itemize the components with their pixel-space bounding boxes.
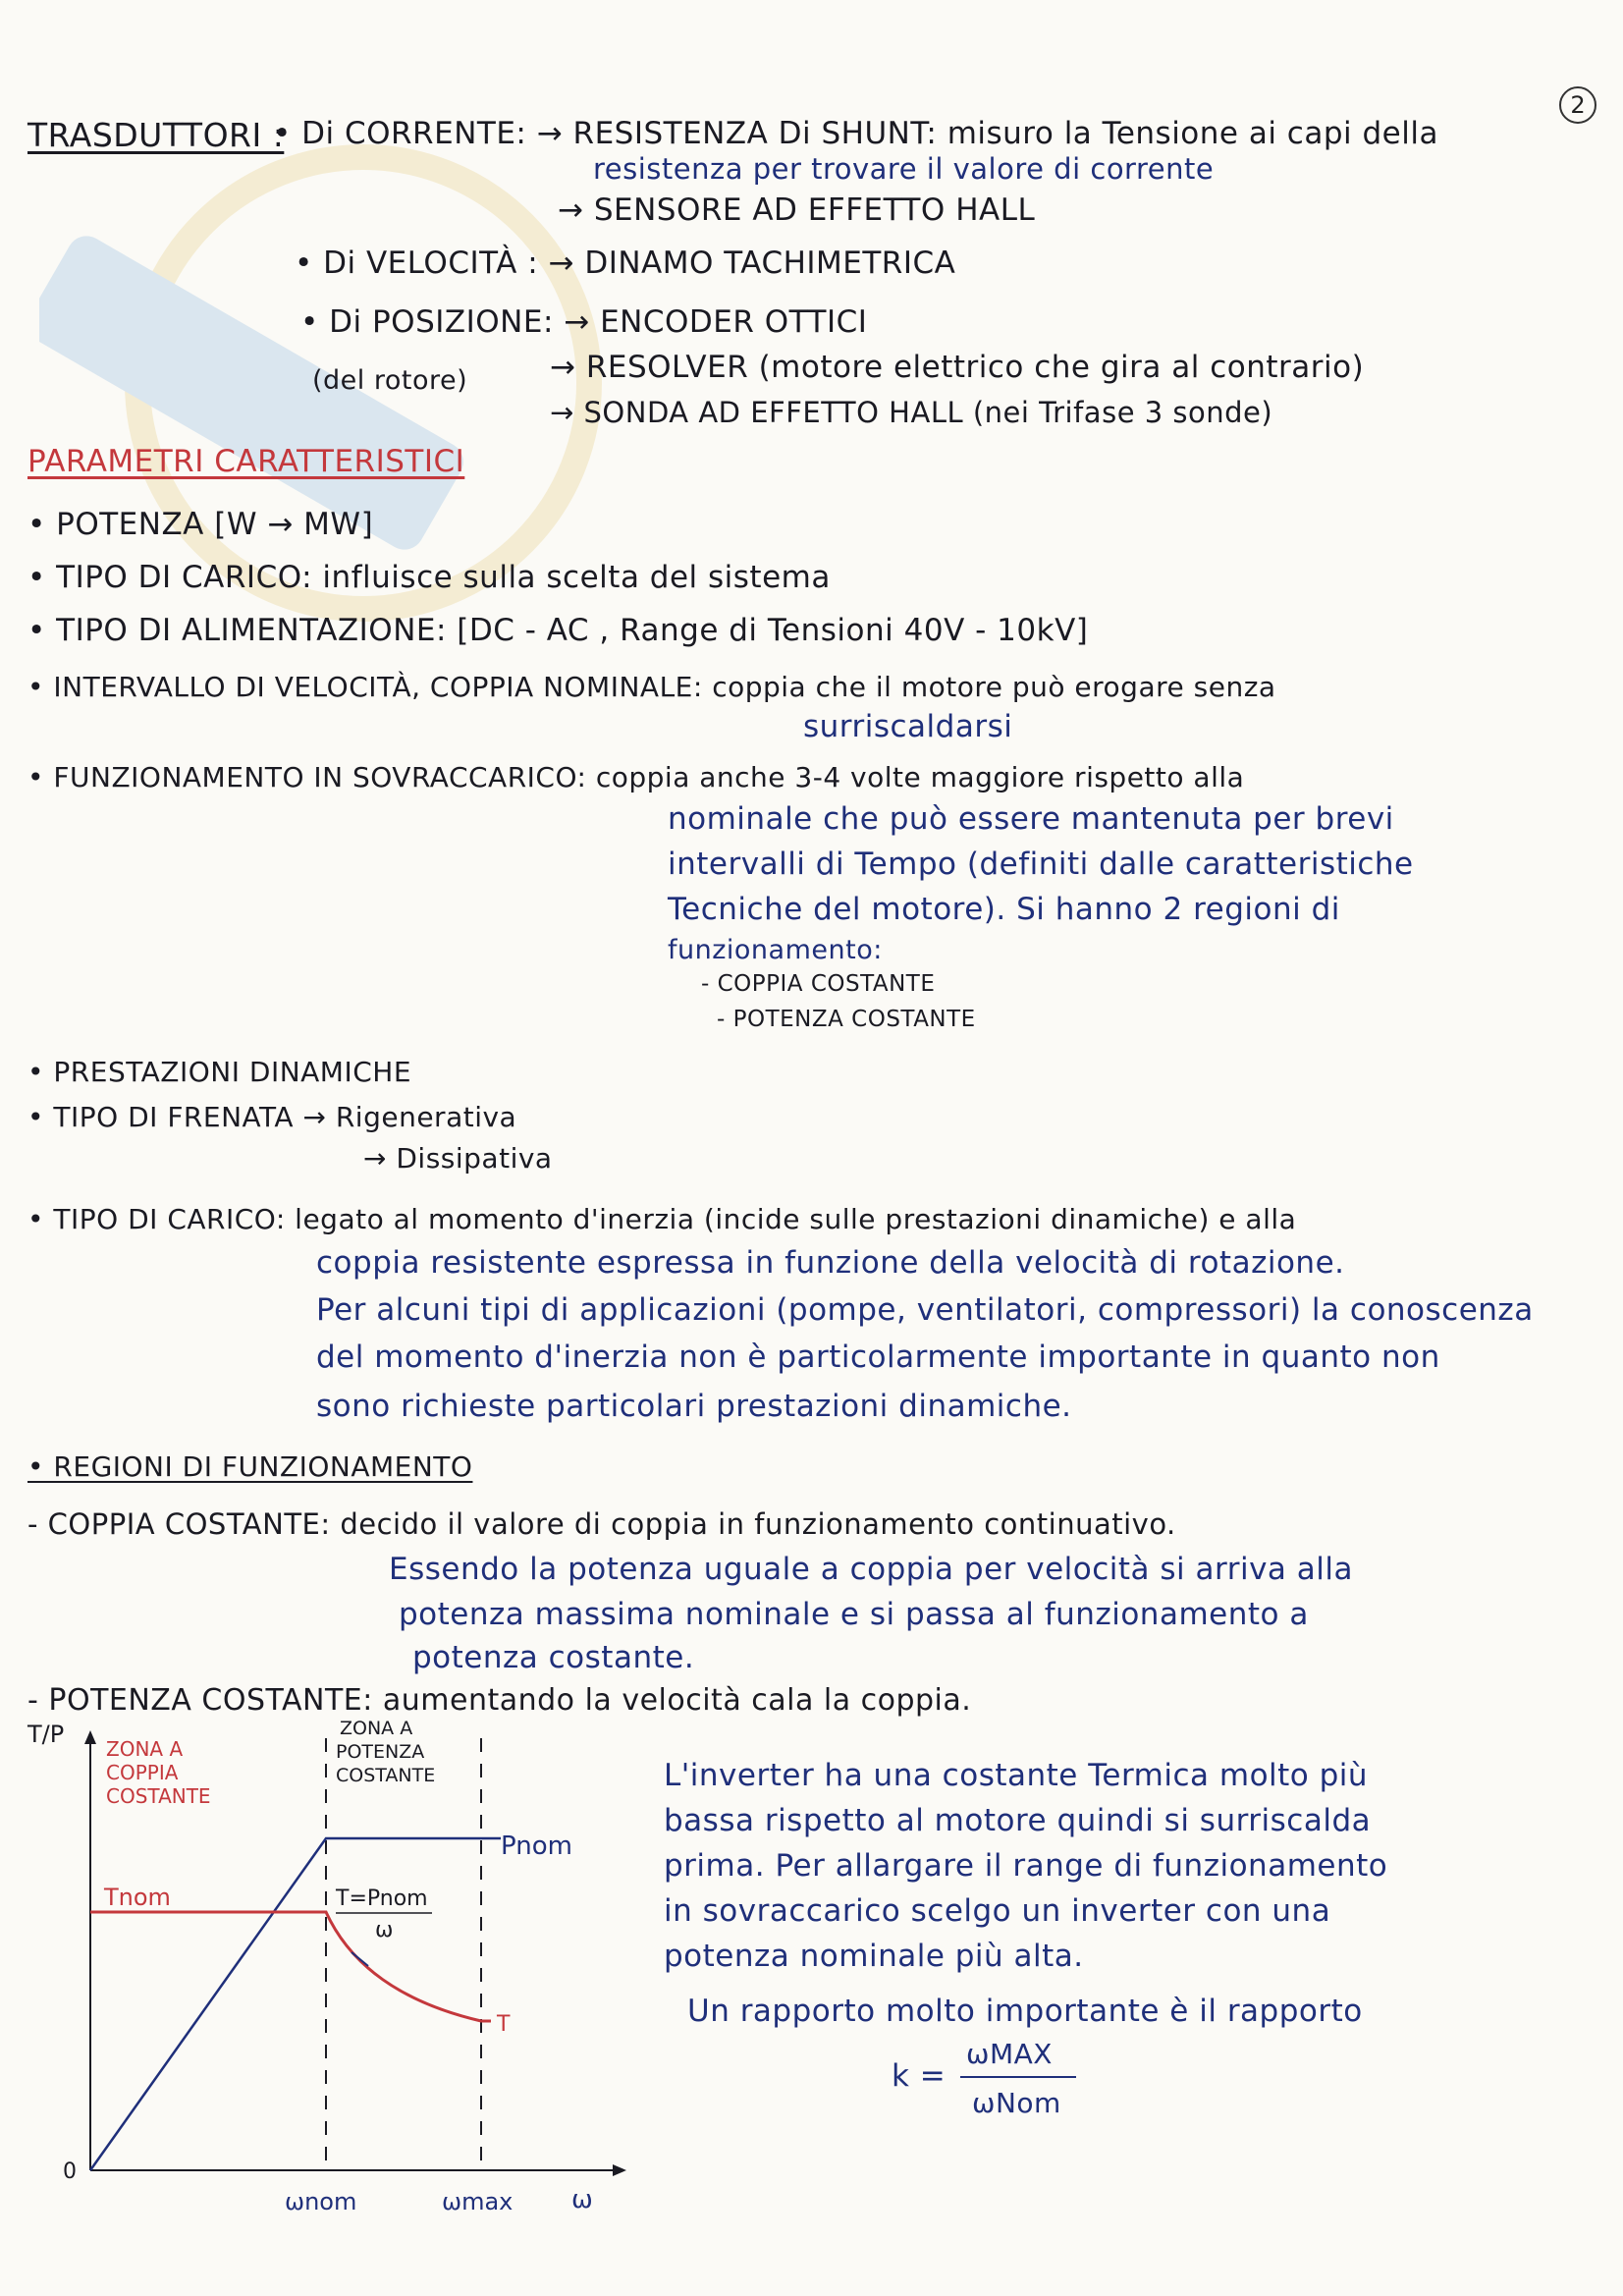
param-tipo-carico-5: del momento d'inerzia non è particolarmente importante in quanto non bbox=[316, 1339, 1440, 1375]
tnom-label: Tnom bbox=[104, 1884, 171, 1911]
regioni-line-4: potenza costante. bbox=[412, 1640, 695, 1675]
zone2-line2: POTENZA bbox=[336, 1741, 425, 1763]
param-frenata-dissipativa: → Dissipativa bbox=[363, 1142, 553, 1175]
velocita-line: • Di VELOCITÀ : → DINAMO TACHIMETRICA bbox=[295, 246, 956, 281]
zone2-line3: COSTANTE bbox=[336, 1765, 436, 1786]
x-axis-label: ω bbox=[571, 2185, 593, 2214]
resolver-line: → RESOLVER (motore elettrico che gira al contrario) bbox=[550, 350, 1365, 385]
param-prestazioni: • PRESTAZIONI DINAMICHE bbox=[27, 1056, 412, 1088]
note-line-4: in sovraccarico scelgo un inverter con una bbox=[664, 1893, 1331, 1929]
corrente-line-3: → SENSORE AD EFFETTO HALL bbox=[558, 192, 1036, 228]
note-line-1: L'inverter ha una costante Termica molto più bbox=[664, 1758, 1369, 1793]
heading-parametri: PARAMETRI CARATTERISTICI bbox=[27, 444, 465, 479]
zone2-line1: ZONA A bbox=[340, 1718, 413, 1739]
posizione-line: • Di POSIZIONE: → ENCODER OTTICI bbox=[300, 304, 868, 340]
x-axis-arrow bbox=[613, 2164, 626, 2176]
formula-lhs: k = bbox=[892, 2058, 947, 2094]
wnom-label: ωnom bbox=[285, 2188, 357, 2215]
sonda-line: → SONDA AD EFFETTO HALL (nei Trifase 3 sonde) bbox=[550, 396, 1273, 429]
torque-formula-num: T=Pnom bbox=[336, 1886, 428, 1911]
torque-formula-den: ω bbox=[375, 1918, 394, 1942]
regione-potenza-costante: - POTENZA COSTANTE bbox=[717, 1007, 976, 1032]
param-alimentazione: • TIPO DI ALIMENTAZIONE: [DC - AC , Range di Tensioni 40V - 10kV] bbox=[27, 613, 1089, 648]
regioni-line-3: potenza massima nominale e si passa al funzionamento a bbox=[399, 1597, 1309, 1632]
wmax-label: ωmax bbox=[442, 2188, 514, 2215]
pnom-label: Pnom bbox=[501, 1831, 572, 1861]
param-sovraccarico-3: intervalli di Tempo (definiti dalle caratteristiche bbox=[668, 847, 1414, 882]
zone1-line2: COPPIA bbox=[106, 1761, 179, 1784]
origin-label: 0 bbox=[63, 2159, 77, 2184]
note-line-6: Un rapporto molto importante è il rapporto bbox=[687, 1994, 1363, 2029]
posizione-sub: (del rotore) bbox=[312, 365, 468, 396]
param-intervallo-cont: surriscaldarsi bbox=[803, 709, 1013, 744]
param-tipo-carico-6: sono richieste particolari prestazioni dinamiche. bbox=[316, 1389, 1072, 1424]
param-frenata: • TIPO DI FRENATA → Rigenerativa bbox=[27, 1101, 517, 1133]
param-potenza: • POTENZA [W → MW] bbox=[27, 507, 374, 542]
page-number: 2 bbox=[1559, 86, 1596, 124]
note-line-3: prima. Per allargare il range di funzionamento bbox=[664, 1848, 1388, 1884]
note-line-5: potenza nominale più alta. bbox=[664, 1939, 1084, 1974]
param-sovraccarico-4: Tecniche del motore). Si hanno 2 regioni di bbox=[668, 892, 1340, 927]
y-axis-label: T/P bbox=[27, 1721, 65, 1748]
note-line-2: bassa rispetto al motore quindi si surriscalda bbox=[664, 1803, 1372, 1838]
param-tipo-carico-2: • TIPO DI CARICO: legato al momento d'inerzia (incide sulle prestazioni dinamiche) e alla bbox=[27, 1203, 1297, 1235]
formula-numerator: ωMAX bbox=[966, 2038, 1053, 2070]
heading-regioni: • REGIONI DI FUNZIONAMENTO bbox=[27, 1450, 473, 1483]
zone1-line1: ZONA A bbox=[106, 1737, 184, 1761]
formula-denominator: ωNom bbox=[972, 2087, 1061, 2119]
regioni-line-1: - COPPIA COSTANTE: decido il valore di coppia in funzionamento continuativo. bbox=[27, 1507, 1176, 1541]
regione-coppia-costante: - COPPIA COSTANTE bbox=[701, 971, 936, 997]
regioni-line-5: - POTENZA COSTANTE: aumentando la velocità cala la coppia. bbox=[27, 1683, 972, 1718]
zone1-line3: COSTANTE bbox=[106, 1784, 211, 1808]
param-sovraccarico-2: nominale che può essere mantenuta per brevi bbox=[668, 801, 1394, 837]
y-axis-arrow bbox=[84, 1730, 96, 1744]
regioni-line-2: Essendo la potenza uguale a coppia per velocità si arriva alla bbox=[389, 1552, 1353, 1587]
heading-trasduttori: TRASDUTTORI : bbox=[27, 116, 285, 154]
param-tipo-carico: • TIPO DI CARICO: influisce sulla scelta del sistema bbox=[27, 560, 831, 595]
param-sovraccarico: • FUNZIONAMENTO IN SOVRACCARICO: coppia anche 3-4 volte maggiore rispetto alla bbox=[27, 761, 1245, 793]
formula-pointer bbox=[352, 1952, 368, 1966]
t-end-label: T bbox=[497, 2012, 511, 2037]
formula-fraction-bar bbox=[960, 2076, 1076, 2078]
param-tipo-carico-4: Per alcuni tipi di applicazioni (pompe, ventilatori, compressori) la conoscenza bbox=[316, 1292, 1534, 1328]
torque-power-graph bbox=[20, 1709, 628, 2219]
corrente-line-1: • Di CORRENTE: → RESISTENZA Di SHUNT: misuro la Tensione ai capi della bbox=[273, 116, 1438, 151]
torque-curve bbox=[90, 1912, 491, 2021]
param-sovraccarico-5: funzionamento: bbox=[668, 935, 883, 965]
param-tipo-carico-3: coppia resistente espressa in funzione della velocità di rotazione. bbox=[316, 1245, 1345, 1281]
param-intervallo: • INTERVALLO DI VELOCITÀ, COPPIA NOMINALE: coppia che il motore può erogare senza bbox=[27, 671, 1276, 703]
corrente-line-2: resistenza per trovare il valore di corrente bbox=[593, 152, 1215, 186]
